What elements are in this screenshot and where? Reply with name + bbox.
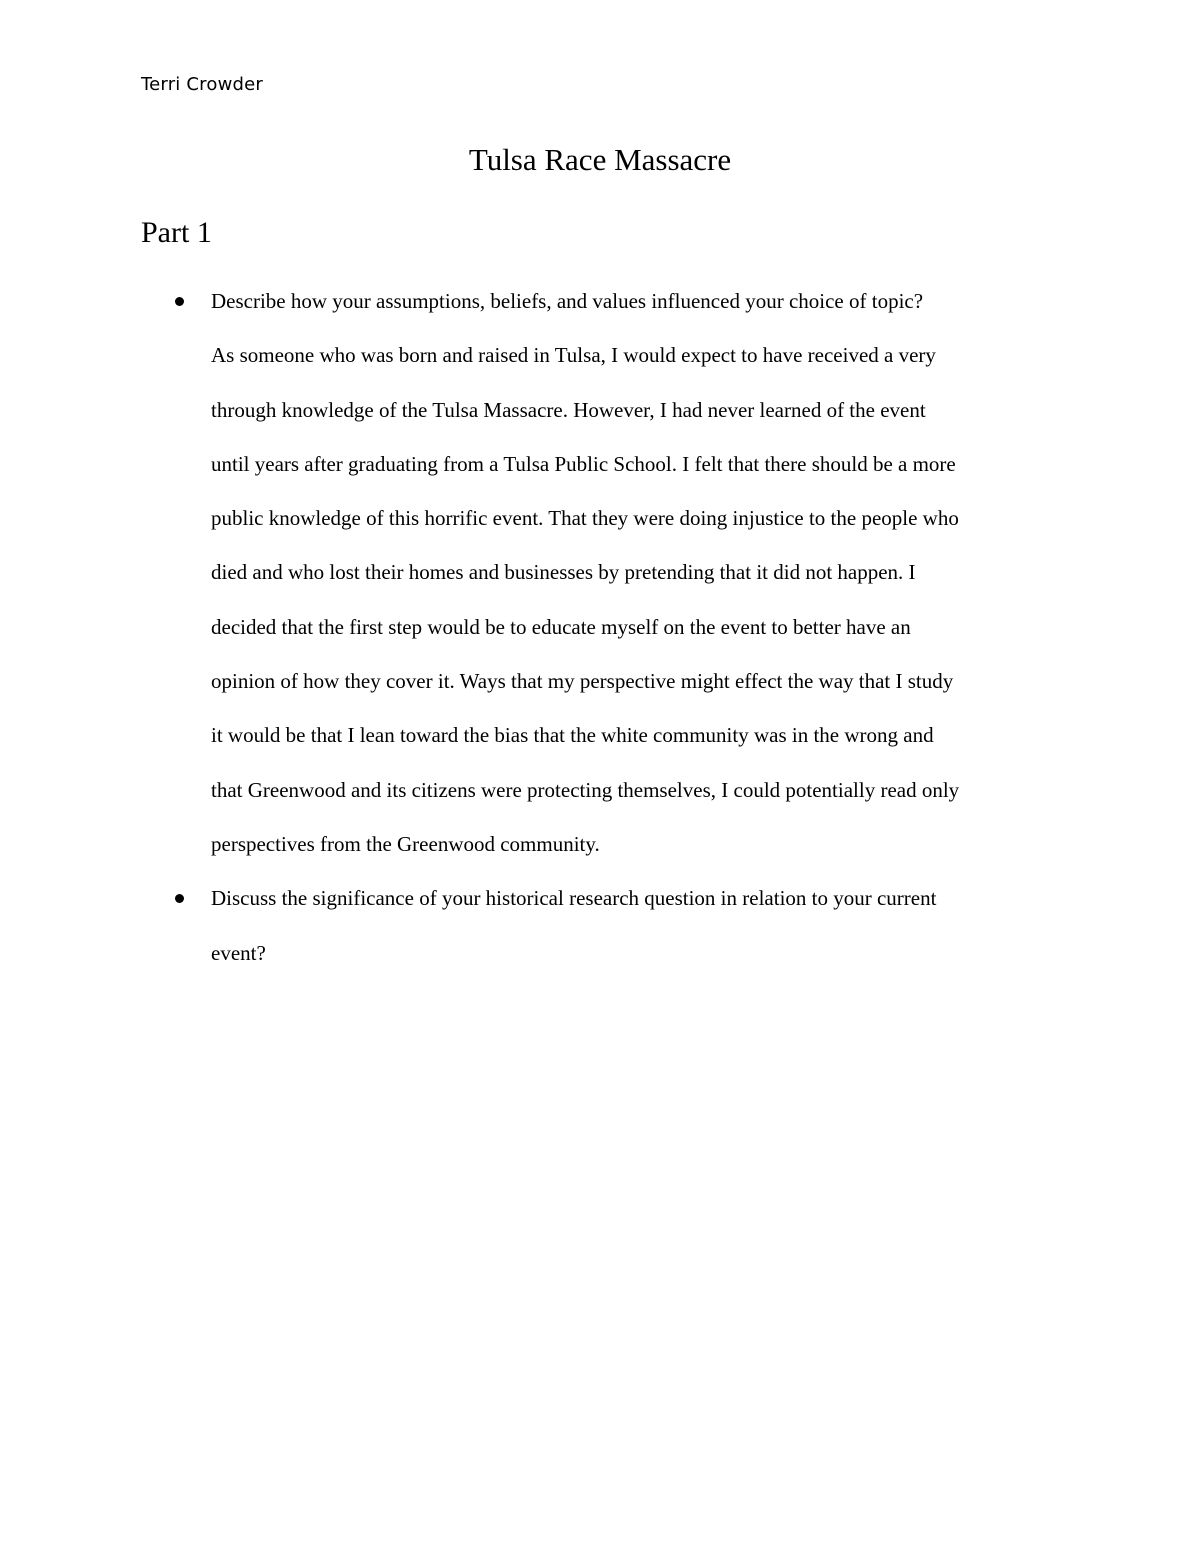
- answer-line: until years after graduating from a Tulsa Public School. I felt that there should be a more: [211, 451, 956, 476]
- bullet-question-line: event?: [211, 940, 266, 965]
- part-heading: Part 1: [141, 216, 212, 249]
- answer-line: through knowledge of the Tulsa Massacre. However, I had never learned of the event: [211, 397, 926, 422]
- answer-line: that Greenwood and its citizens were protecting themselves, I could potentially read only: [211, 777, 960, 802]
- answer-line: it would be that I lean toward the bias that the white community was in the wrong and: [211, 723, 934, 748]
- bullet-text: [211, 871, 1061, 980]
- bullet-dot-icon: [175, 894, 184, 903]
- bullet-question-line: Discuss the significance of your historical research question in relation to your current: [211, 886, 937, 911]
- bullet-question: Describe how your assumptions, beliefs, and values influenced your choice of topic?: [211, 289, 924, 313]
- bullet-dot-icon: [175, 297, 184, 306]
- answer-line: As someone who was born and raised in Tulsa, I would expect to have received a very: [211, 343, 936, 368]
- bullet-item: [0, 274, 1200, 871]
- answer-line: opinion of how they cover it. Ways that my perspective might effect the way that I study: [211, 669, 954, 694]
- header-author-name: Terri Crowder: [141, 74, 264, 95]
- document-title: Tulsa Race Massacre: [468, 142, 732, 177]
- bullet-list: [0, 274, 1200, 980]
- answer-line: decided that the first step would be to educate myself on the event to better have an: [211, 614, 911, 639]
- answer-line: perspectives from the Greenwood community.: [211, 831, 600, 856]
- bullet-text: [211, 274, 1061, 871]
- answer-line: died and who lost their homes and businesses by pretending that it did not happen. I: [211, 560, 916, 585]
- bullet-item: [0, 871, 1200, 980]
- answer-line: public knowledge of this horrific event. That they were doing injustice to the people who: [211, 506, 959, 531]
